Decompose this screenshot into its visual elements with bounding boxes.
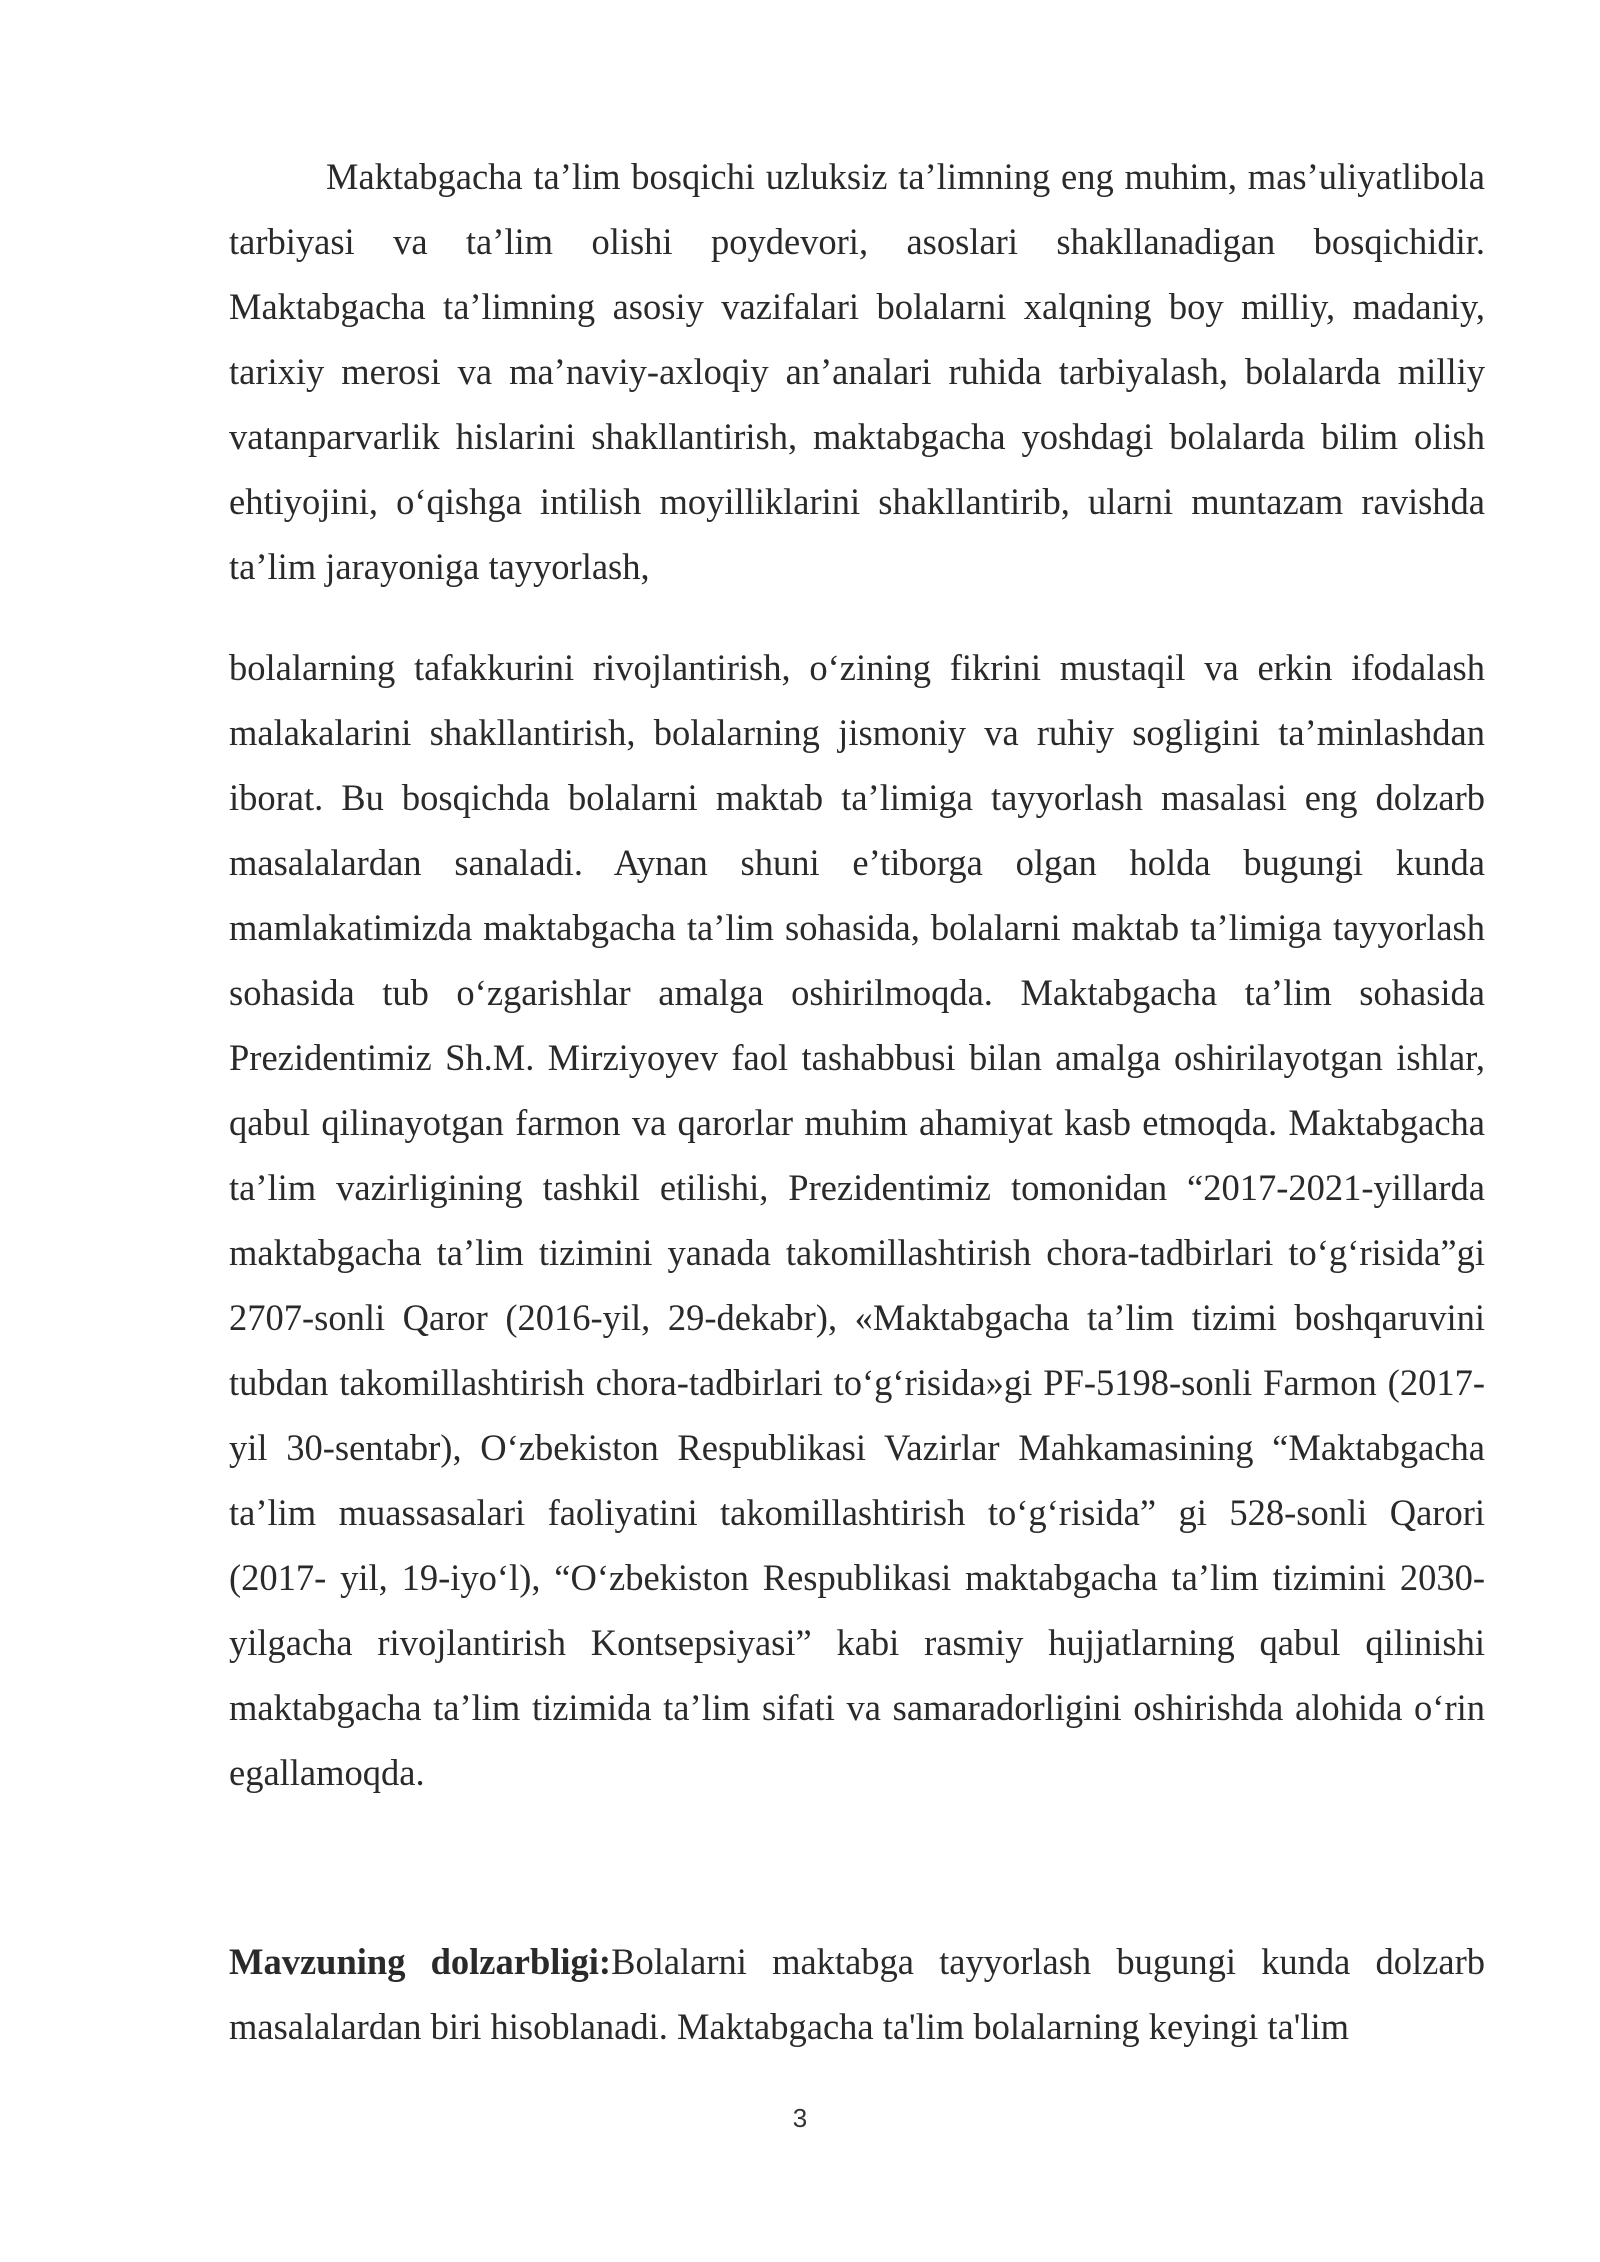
paragraph-main: bolalarning tafakkurini rivojlantirish, oʻzining fikrini mustaqil va erkin ifodalash malakalarini shakllantirish, bolalarning jismoniy va ruhiy sogligini ta’minlashdan iborat. Bu bosqichda bolalarni maktab ta’limiga tayyorlash masalasi eng dolzarb masalalardan sanaladi. Aynan shuni e’tiborga olgan holda bugungi kunda mamlakatimizda maktabgacha ta’lim sohasida, bolalarni maktab ta’limiga tayyorlash sohasida tub oʻzgarishlar amalga oshirilmoqda. Maktabgacha ta’lim sohasida Prezidentimiz Sh.M. Mirziyoyev faol tashabbusi bilan amalga oshirilayotgan ishlar, qabul qilinayotgan farmon va qarorlar muhim ahamiyat kasb etmoqda. Maktabgacha ta’lim vazirligining tashkil etilishi, Prezidentimiz tomonidan “2017-2021-yillarda maktabgacha ta’lim tizimini yanada takomillashtirish chora-tadbirlari toʻgʻrisida”gi 2707-sonli Qaror (2016-yil, 29-dekabr), «Maktabgacha ta’lim tizimi boshqaruvini tubdan takomillashtirish chora-tadbirlari toʻgʻrisida»gi PF-5198-sonli Farmon (2017-yil 30-sentabr), Oʻzbekiston Respublikasi Vazirlar Mahkamasining “Maktabgacha ta’lim muassasalari faoliyatini takomillashtirish toʻgʻrisida” gi 528-sonli Qarori (2017- yil, 19-iyoʻl), “Oʻzbekiston Respublikasi maktabgacha ta’lim tizimini 2030-yilgacha rivojlantirish Kontsepsiyasi” kabi rasmiy hujjatlarning qabul qilinishi maktabgacha ta’lim tizimida ta’lim sifati va samaradorligini oshirishda alohida oʻrin egallamoqda. [229,647,1485,1793]
relevance-text: Bolalarni maktabga tayyorlash bugungi kunda dolzarb masalalardan biri hisoblanadi. Maktabgacha ta'lim bolalarning keyingi ta'lim [229,1941,1485,2047]
paragraph-intro: Maktabgacha ta’lim bosqichi uzluksiz ta’limning eng muhim, mas’uliyatlibola tarbiyasi va ta’lim olishi poydevori, asoslari shakllanadigan bosqichidir. Maktabgacha ta’limning asosiy vazifalari bolalarni xalqning boy milliy, madaniy, tarixiy merosi va ma’naviy-axloqiy an’analari ruhida tarbiyalash, bolalarda milliy vatanparvarlik hislarini shakllantirish, maktabgacha yoshdagi bolalarda bilim olish ehtiyojini, oʻqishga intilish moyilliklarini shakllantirib, ularni muntazam ravishda ta’lim jarayoniga tayyorlash, [229,156,1485,587]
relevance-heading: Mavzuning dolzarbligi: [229,1941,612,1982]
paragraph-relevance [229,1929,1485,2059]
page-number: 3 [792,2103,808,2133]
